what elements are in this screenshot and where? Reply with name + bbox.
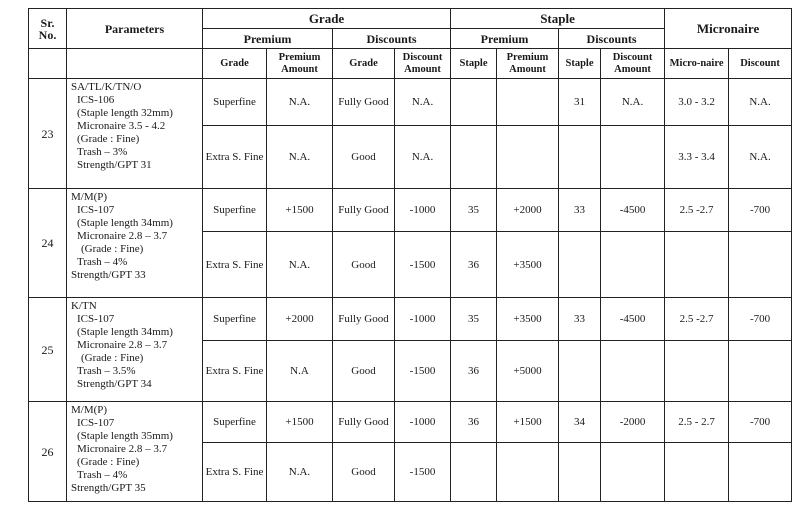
cell-micronaire-discount xyxy=(729,443,792,502)
cell-discount-amount: N.A. xyxy=(395,126,451,189)
header-staple-premium: Premium xyxy=(451,29,559,49)
cell-grade: Superfine xyxy=(203,402,267,443)
cell-grade: Extra S. Fine xyxy=(203,232,267,298)
cell-staple-premium: +3500 xyxy=(497,298,559,341)
header-blank-sr xyxy=(29,49,67,79)
cell-staple-premium: +3500 xyxy=(497,232,559,298)
cell-grade-discount: Good xyxy=(333,232,395,298)
cell-grade-discount: Good xyxy=(333,443,395,502)
cell-staple-discount-amount: -2000 xyxy=(601,402,665,443)
param-grade: (Grade : Fine) xyxy=(81,243,144,255)
param-trash: Trash – 4% xyxy=(77,469,128,481)
cell-micronaire: 2.5 -2.7 xyxy=(665,298,729,341)
cell-premium-amount: N.A. xyxy=(267,126,333,189)
cell-grade-discount: Fully Good xyxy=(333,402,395,443)
cell-micronaire: 2.5 - 2.7 xyxy=(665,402,729,443)
header-staple: Staple xyxy=(451,9,665,29)
col-staple-discount-amount: Discount Amount xyxy=(601,49,665,79)
param-strength: Strength/GPT 31 xyxy=(77,159,152,171)
cell-staple: 36 xyxy=(451,232,497,298)
cell-discount-amount: -1000 xyxy=(395,298,451,341)
cell-grade: Extra S. Fine xyxy=(203,126,267,189)
cell-staple-discount: 33 xyxy=(559,298,601,341)
cell-micronaire-discount: -700 xyxy=(729,189,792,232)
param-strength: Strength/GPT 34 xyxy=(77,378,152,390)
param-ics: ICS-107 xyxy=(77,204,115,216)
sr-no: 24 xyxy=(29,189,67,298)
cell-staple-discount-amount xyxy=(601,341,665,402)
cell-staple-discount: 34 xyxy=(559,402,601,443)
cell-grade: Superfine xyxy=(203,189,267,232)
table-row xyxy=(29,402,792,443)
param-trash: Trash – 3.5% xyxy=(77,365,136,377)
cell-micronaire-discount: -700 xyxy=(729,298,792,341)
cell-staple-discount xyxy=(559,126,601,189)
cell-staple-discount-amount xyxy=(601,232,665,298)
cell-staple xyxy=(451,79,497,126)
cell-grade: Superfine xyxy=(203,79,267,126)
cell-staple-premium: +5000 xyxy=(497,341,559,402)
table-row xyxy=(29,298,792,341)
cell-grade-discount: Fully Good xyxy=(333,298,395,341)
header-parameters: Parameters xyxy=(67,9,203,49)
col-premium-amount: Premium Amount xyxy=(267,49,333,79)
param-trash: Trash – 3% xyxy=(77,146,128,158)
cell-staple-discount-amount: N.A. xyxy=(601,79,665,126)
cell-staple-premium xyxy=(497,79,559,126)
param-ics: ICS-107 xyxy=(77,417,115,429)
param-staple-length: (Staple length 32mm) xyxy=(77,107,173,119)
cell-staple-discount xyxy=(559,232,601,298)
col-micronaire: Micro-naire xyxy=(665,49,729,79)
param-grade: (Grade : Fine) xyxy=(77,456,140,468)
cell-staple-discount: 33 xyxy=(559,189,601,232)
param-ics: ICS-107 xyxy=(77,313,115,325)
cell-premium-amount: N.A. xyxy=(267,443,333,502)
cell-grade-discount: Good xyxy=(333,341,395,402)
cell-discount-amount: -1000 xyxy=(395,402,451,443)
cell-grade: Extra S. Fine xyxy=(203,341,267,402)
col-staple-discount: Staple xyxy=(559,49,601,79)
sr-no: 25 xyxy=(29,298,67,402)
cell-discount-amount: N.A. xyxy=(395,79,451,126)
table-row xyxy=(29,189,792,232)
param-ics: ICS-106 xyxy=(77,94,115,106)
param-micronaire: Micronaire 3.5 - 4.2 xyxy=(77,120,166,132)
param-variety: M/M(P) xyxy=(71,404,108,416)
param-trash: Trash – 4% xyxy=(77,256,128,268)
cell-micronaire xyxy=(665,443,729,502)
cell-grade: Extra S. Fine xyxy=(203,443,267,502)
cell-staple-discount: 31 xyxy=(559,79,601,126)
cell-micronaire xyxy=(665,341,729,402)
cell-discount-amount: -1500 xyxy=(395,232,451,298)
cell-micronaire: 2.5 -2.7 xyxy=(665,189,729,232)
header-blank-params xyxy=(67,49,203,79)
cell-staple-discount-amount: -4500 xyxy=(601,298,665,341)
cell-micronaire-discount xyxy=(729,232,792,298)
header-micronaire: Micronaire xyxy=(665,9,792,49)
cell-staple xyxy=(451,443,497,502)
param-strength: Strength/GPT 35 xyxy=(71,482,146,494)
col-staple: Staple xyxy=(451,49,497,79)
param-variety: M/M(P) xyxy=(71,191,108,203)
param-staple-length: (Staple length 34mm) xyxy=(77,326,173,338)
col-grade: Grade xyxy=(203,49,267,79)
cell-discount-amount: -1500 xyxy=(395,341,451,402)
param-micronaire: Micronaire 2.8 – 3.7 xyxy=(77,230,168,242)
cell-premium-amount: N.A. xyxy=(267,232,333,298)
cell-grade-discount: Good xyxy=(333,126,395,189)
cell-premium-amount: +2000 xyxy=(267,298,333,341)
table-row xyxy=(29,79,792,126)
cell-staple: 36 xyxy=(451,341,497,402)
cell-grade-discount: Fully Good xyxy=(333,79,395,126)
cell-staple-premium xyxy=(497,443,559,502)
cell-staple: 36 xyxy=(451,402,497,443)
header-grade: Grade xyxy=(203,9,451,29)
cell-micronaire-discount: N.A. xyxy=(729,79,792,126)
param-staple-length: (Staple length 35mm) xyxy=(77,430,173,442)
param-strength: Strength/GPT 33 xyxy=(71,269,146,281)
param-variety: K/TN xyxy=(71,300,97,312)
cell-staple: 35 xyxy=(451,189,497,232)
cell-premium-amount: +1500 xyxy=(267,402,333,443)
cell-staple-discount-amount xyxy=(601,126,665,189)
col-discount-amount: Discount Amount xyxy=(395,49,451,79)
cell-staple-discount-amount xyxy=(601,443,665,502)
cell-staple-premium xyxy=(497,126,559,189)
parameters-cell xyxy=(67,79,203,189)
col-staple-premium-amount: Premium Amount xyxy=(497,49,559,79)
cell-staple-discount xyxy=(559,443,601,502)
cell-premium-amount: N.A. xyxy=(267,79,333,126)
parameters-cell xyxy=(67,189,203,298)
parameters-cell xyxy=(67,298,203,402)
param-variety: SA/TL/K/TN/O xyxy=(71,81,142,93)
cell-discount-amount: -1500 xyxy=(395,443,451,502)
header-grade-premium: Premium xyxy=(203,29,333,49)
param-micronaire: Micronaire 2.8 – 3.7 xyxy=(77,443,168,455)
cell-micronaire: 3.3 - 3.4 xyxy=(665,126,729,189)
cell-staple: 35 xyxy=(451,298,497,341)
header-grade-discounts: Discounts xyxy=(333,29,451,49)
cell-micronaire xyxy=(665,232,729,298)
cell-micronaire: 3.0 - 3.2 xyxy=(665,79,729,126)
cell-premium-amount: +1500 xyxy=(267,189,333,232)
param-grade: (Grade : Fine) xyxy=(81,352,144,364)
cell-discount-amount: -1000 xyxy=(395,189,451,232)
param-grade: (Grade : Fine) xyxy=(77,133,140,145)
sr-no: 23 xyxy=(29,79,67,189)
cell-staple-premium: +1500 xyxy=(497,402,559,443)
sr-no: 26 xyxy=(29,402,67,502)
col-grade-discount: Grade xyxy=(333,49,395,79)
header-sr-no: Sr. No. xyxy=(29,9,67,49)
cotton-grade-staple-micronaire-table xyxy=(28,8,792,502)
cell-grade: Superfine xyxy=(203,298,267,341)
param-micronaire: Micronaire 2.8 – 3.7 xyxy=(77,339,168,351)
parameters-cell xyxy=(67,402,203,502)
param-staple-length: (Staple length 34mm) xyxy=(77,217,173,229)
cell-staple xyxy=(451,126,497,189)
cell-staple-discount xyxy=(559,341,601,402)
header-staple-discounts: Discounts xyxy=(559,29,665,49)
cell-premium-amount: N.A xyxy=(267,341,333,402)
cell-micronaire-discount: -700 xyxy=(729,402,792,443)
col-micronaire-discount: Discount xyxy=(729,49,792,79)
cell-micronaire-discount xyxy=(729,341,792,402)
cell-staple-discount-amount: -4500 xyxy=(601,189,665,232)
cell-staple-premium: +2000 xyxy=(497,189,559,232)
cell-micronaire-discount: N.A. xyxy=(729,126,792,189)
cell-grade-discount: Fully Good xyxy=(333,189,395,232)
